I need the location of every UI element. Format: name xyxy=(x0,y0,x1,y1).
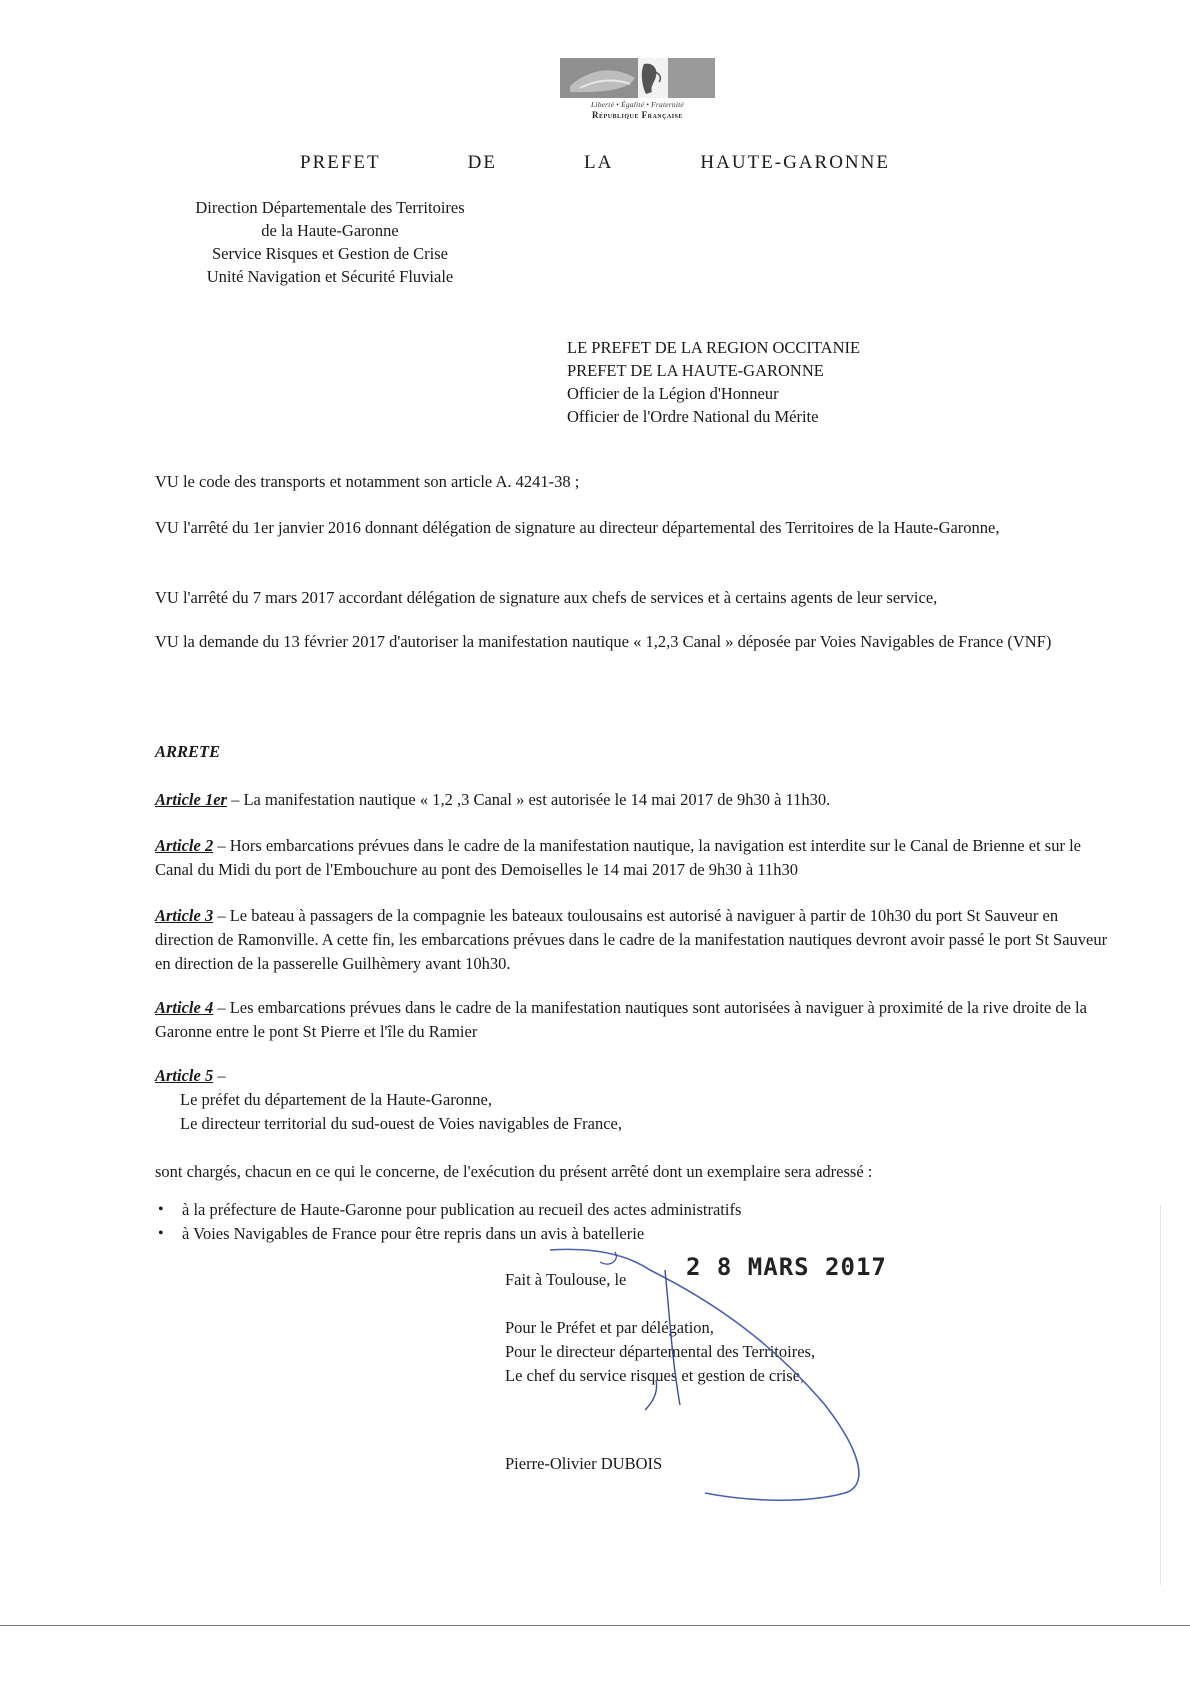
signer-name: Pierre-Olivier DUBOIS xyxy=(505,1454,663,1473)
arrete-heading: ARRETE xyxy=(155,742,221,761)
delegation-line: Le chef du service risques et gestion de crise, xyxy=(505,1366,805,1385)
vu-paragraph: VU le code des transports et notamment son article A. 4241-38 ; xyxy=(155,472,580,491)
list-item: • à Voies Navigables de France pour être repris dans un avis à batellerie xyxy=(155,1222,1115,1246)
delegation-line: Pour le Préfet et par délégation, xyxy=(505,1318,714,1337)
article-label: Article 3 xyxy=(155,906,214,925)
list-item: • à la préfecture de Haute-Garonne pour publication au recueil des actes administratifs xyxy=(155,1198,1115,1222)
prefet-line: Officier de la Légion d'Honneur xyxy=(567,384,779,403)
prefet-line: LE PREFET DE LA REGION OCCITANIE xyxy=(567,338,861,357)
logo-motto: Liberté • Égalité • Fraternité xyxy=(591,100,684,109)
title-word: LA xyxy=(584,152,614,173)
direction-line: de la Haute-Garonne xyxy=(261,221,399,240)
direction-line: Direction Départementale des Territoires xyxy=(195,198,465,217)
vu-paragraph: VU la demande du 13 février 2017 d'autoriser la manifestation nautique « 1,2,3 Canal » déposée par Voies Navigables de France (VNF) xyxy=(155,632,1052,651)
article-label: Article 2 xyxy=(155,836,214,855)
vu-paragraph: VU l'arrêté du 7 mars 2017 accordant délégation de signature aux chefs de services et à certains agents de leur service, xyxy=(155,588,938,607)
bottom-rule xyxy=(0,1625,1190,1626)
article-label: Article 4 xyxy=(155,998,214,1017)
article-text: – Hors embarcations prévues dans le cadre de la manifestation nautique, la navigation est interdite sur le Canal de Brienne et sur le Canal du Midi du port de l'Embouchure au pont des Demoiselles le 14 mai 2017 de 9h30 à 11h30 xyxy=(155,836,1081,879)
date-stamp: 2 8 MARS 2017 xyxy=(686,1253,887,1281)
article-text: – xyxy=(213,1066,226,1085)
direction-line: Unité Navigation et Sécurité Fluviale xyxy=(206,267,454,286)
handwritten-signature-icon xyxy=(540,1230,880,1510)
article-1 xyxy=(155,788,1115,812)
prefet-line: PREFET DE LA HAUTE-GARONNE xyxy=(567,361,824,380)
scan-edge xyxy=(1160,1205,1161,1585)
charges-paragraph: sont chargés, chacun en ce qui le concerne, de l'exécution du présent arrêté dont un exemplaire sera adressé : xyxy=(155,1162,873,1181)
article-label: Article 5 xyxy=(155,1066,214,1085)
place-line: Fait à Toulouse, le xyxy=(505,1270,627,1289)
republique-francaise-logo xyxy=(560,58,715,124)
direction-line: Service Risques et Gestion de Crise xyxy=(212,244,448,263)
article-5 xyxy=(155,1064,1115,1088)
marianne-emblem-icon xyxy=(560,58,715,98)
delegation-line: Pour le directeur départemental des Territoires, xyxy=(505,1342,816,1361)
article-label: Article 1er xyxy=(155,790,227,809)
prefet-line: Officier de l'Ordre National du Mérite xyxy=(567,407,819,426)
title-word: DE xyxy=(467,152,497,173)
title-word: HAUTE-GARONNE xyxy=(700,152,890,173)
page-title xyxy=(300,152,890,174)
logo-name: République Française xyxy=(592,110,683,120)
article-text: – Le bateau à passagers de la compagnie les bateaux toulousains est autorisé à naviguer à partir de 10h30 du port St Sauveur en direction de Ramonville. A cette fin, les embarcations prévues dans le cadre de la manifestation nautiques devront avoir passé le port St Sauveur en direction de la passerelle Guilhèmery avant 10h30. xyxy=(155,906,1108,973)
prefet-block xyxy=(567,336,987,428)
vu-paragraph: VU l'arrêté du 1er janvier 2016 donnant délégation de signature au directeur départemental des Territoires de la Haute-Garonne, xyxy=(155,518,1000,537)
article5-line: Le directeur territorial du sud-ouest de Voies navigables de France, xyxy=(180,1114,622,1133)
article-4 xyxy=(155,996,1115,1044)
title-word: PREFET xyxy=(300,152,381,173)
article-2 xyxy=(155,834,1115,882)
article5-line: Le préfet du département de la Haute-Garonne, xyxy=(180,1090,492,1109)
issuing-direction xyxy=(150,196,510,288)
article-text: – Les embarcations prévues dans le cadre de la manifestation nautiques sont autorisées à naviguer à proximité de la rive droite de la Garonne entre le pont St Pierre et l'île du Ramier xyxy=(155,998,1087,1041)
article-3 xyxy=(155,904,1115,976)
article-text: – La manifestation nautique « 1,2 ,3 Canal » est autorisée le 14 mai 2017 de 9h30 à 11h30. xyxy=(226,790,831,809)
